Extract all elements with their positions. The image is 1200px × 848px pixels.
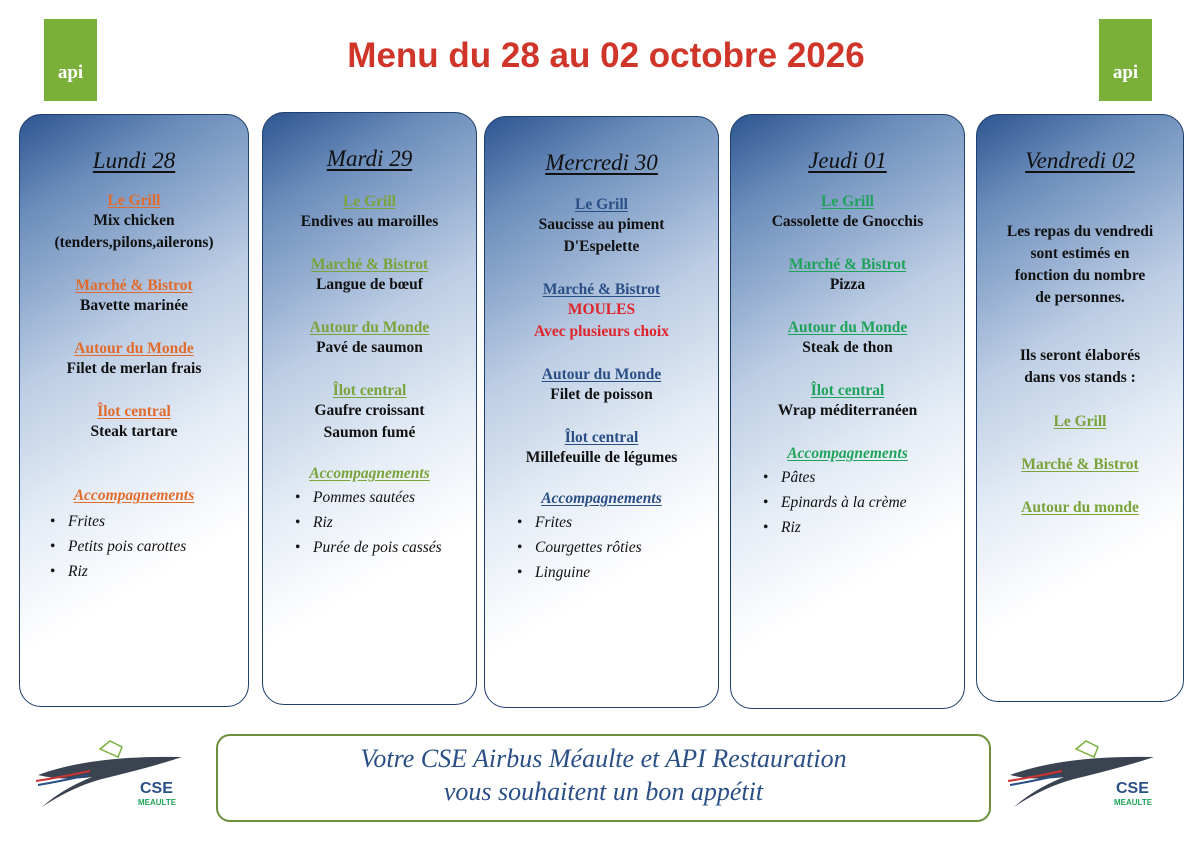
footer-banner — [216, 734, 991, 822]
section-ilot: Îlot central — [97, 403, 171, 420]
section-monde: Autour du Monde — [309, 319, 430, 336]
section-monde: Autour du Monde — [74, 340, 194, 357]
list-item: • Linguine — [517, 560, 718, 585]
note-line: Les repas du vendredi — [1006, 223, 1154, 240]
day-title: Vendredi 02 — [1025, 148, 1135, 173]
dish: Saucisse au piment — [538, 216, 665, 233]
footer-line: vous souhaitent un bon appétit — [443, 777, 764, 806]
section-accompagnements: Accompagnements — [787, 445, 908, 462]
day-title: Mercredi 30 — [545, 150, 658, 175]
dish: (tenders,pilons,ailerons) — [54, 234, 214, 251]
section-marche: Marché & Bistrot — [788, 256, 907, 273]
svg-text:CSE: CSE — [140, 780, 173, 797]
dish: Gaufre croissant — [314, 402, 425, 419]
svg-text:MEAULTE: MEAULTE — [1114, 798, 1153, 807]
cse-logo-left — [32, 735, 202, 815]
sides-list — [485, 510, 718, 585]
dish: Cassolette de Gnocchis — [771, 213, 924, 230]
list-item: • Riz — [763, 515, 964, 540]
stand-grill: Le Grill — [1053, 413, 1107, 430]
note-line: fonction du nombre — [1014, 267, 1146, 284]
svg-text:CSE: CSE — [1116, 780, 1149, 797]
day-title: Mardi 29 — [326, 146, 413, 171]
dish: Endives au maroilles — [300, 213, 439, 230]
section-accompagnements: Accompagnements — [309, 465, 430, 482]
note-line: dans vos stands : — [1024, 369, 1136, 386]
section-monde: Autour du Monde — [541, 366, 662, 383]
day-column-lundi — [19, 114, 249, 707]
dish-highlight: MOULES — [567, 301, 636, 318]
list-item: • Petits pois carottes — [50, 534, 248, 559]
list-item: • Epinards à la crème — [763, 490, 964, 515]
section-accompagnements: Accompagnements — [73, 487, 195, 504]
stand-monde: Autour du monde — [1021, 499, 1139, 516]
section-ilot: Îlot central — [332, 382, 407, 399]
note-line: sont estimés en — [1030, 245, 1130, 262]
dish: Filet de poisson — [550, 386, 653, 403]
list-item: • Frites — [50, 509, 248, 534]
section-grill: Le Grill — [107, 192, 161, 209]
cse-logo-right — [1004, 735, 1174, 815]
dish: Filet de merlan frais — [66, 360, 202, 377]
dish: Steak tartare — [90, 423, 178, 440]
section-ilot: Îlot central — [564, 429, 639, 446]
section-monde: Autour du Monde — [787, 319, 908, 336]
day-column-mercredi — [484, 116, 719, 708]
section-accompagnements: Accompagnements — [541, 490, 662, 507]
list-item: • Pommes sautées — [295, 485, 476, 510]
dish: Steak de thon — [802, 339, 893, 356]
day-column-mardi — [262, 112, 477, 705]
sides-list — [263, 485, 476, 560]
section-marche: Marché & Bistrot — [75, 277, 193, 294]
section-marche: Marché & Bistrot — [542, 281, 661, 298]
day-column-vendredi — [976, 114, 1184, 702]
section-grill: Le Grill — [575, 196, 628, 213]
section-marche: Marché & Bistrot — [310, 256, 429, 273]
list-item: • Courgettes rôties — [517, 535, 718, 560]
list-item: • Frites — [517, 510, 718, 535]
dish: D'Espelette — [563, 238, 640, 255]
dish: Wrap méditerranéen — [777, 402, 918, 419]
dish: Pizza — [829, 276, 866, 293]
sides-list — [20, 509, 248, 584]
list-item: • Pâtes — [763, 465, 964, 490]
sides-list — [731, 465, 964, 540]
section-grill: Le Grill — [343, 193, 396, 210]
dish: Saumon fumé — [323, 424, 416, 441]
page-title: Menu du 28 au 02 octobre 2026 — [347, 36, 865, 75]
dish-highlight: Avec plusieurs choix — [534, 323, 669, 340]
section-grill: Le Grill — [821, 193, 874, 210]
dish: Bavette marinée — [79, 297, 189, 314]
day-title: Jeudi 01 — [808, 148, 887, 173]
stand-marche: Marché & Bistrot — [1021, 456, 1139, 473]
dish: Langue de bœuf — [316, 276, 423, 293]
list-item: • Riz — [50, 559, 248, 584]
list-item: • Riz — [295, 510, 476, 535]
api-logo-left: api — [44, 19, 97, 101]
list-item: • Purée de pois cassés — [295, 535, 476, 560]
section-ilot: Îlot central — [810, 382, 885, 399]
api-logo-right: api — [1099, 19, 1152, 101]
dish: Mix chicken — [93, 212, 175, 229]
dish: Pavé de saumon — [316, 339, 423, 356]
svg-text:MEAULTE: MEAULTE — [138, 798, 177, 807]
note-line: de personnes. — [1035, 289, 1125, 306]
day-column-jeudi — [730, 114, 965, 709]
dish: Millefeuille de légumes — [525, 449, 678, 466]
footer-line: Votre CSE Airbus Méaulte et API Restauration — [360, 744, 847, 773]
day-title: Lundi 28 — [92, 148, 176, 173]
note-line: Ils seront élaborés — [1019, 347, 1141, 364]
